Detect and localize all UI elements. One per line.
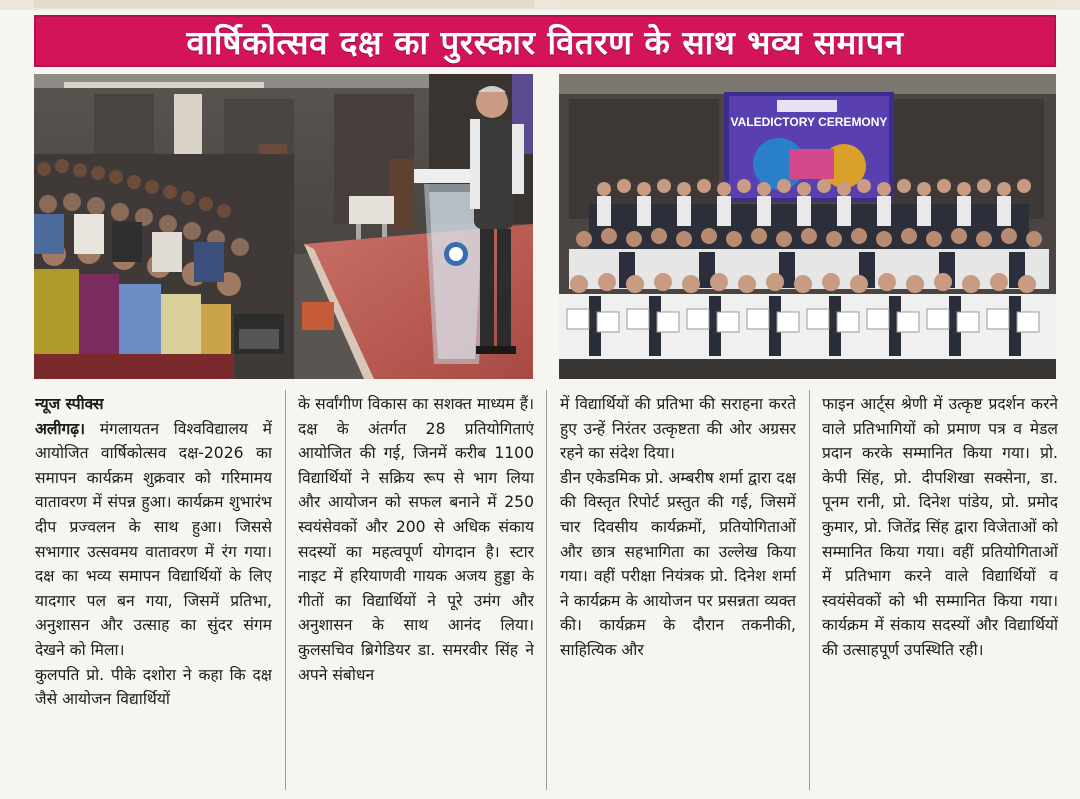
article-paragraph: में विद्यार्थियों की प्रतिभा की सराहना करते हुए उन्हें निरंतर उत्कृष्टता की ओर अग्रसर रहने का संदेश दिया।	[560, 395, 796, 463]
column-rule	[285, 390, 286, 790]
top-strip	[0, 0, 1080, 10]
article-column-4	[822, 392, 1058, 792]
previous-article-remnant-left	[34, 0, 534, 8]
banner-text: VALEDICTORY CEREMONY	[730, 115, 888, 129]
dateline: अलीगढ़।	[35, 419, 85, 438]
article-paragraph: फाइन आर्ट्स श्रेणी में उत्कृष्ट प्रदर्शन करने वाले प्रतिभागियों को प्रमाण पत्र व मेडल प्रदान करके सम्मानित किया गया। प्रो. केपी सिंह, प्रो. दीपशिखा सक्सेना, डा. पूनम रानी, प्रो. दिनेश पांडेय, प्रो. प्रमोद कुमार, प्रो. जितेंद्र सिंह द्वारा विजेताओं को सम्मानित किया गया। वहीं प्रतियोगिताओं में प्रतिभाग करने वाले विद्यार्थियों व स्वयंसेवकों को भी सम्मानित किया गया। कार्यक्रम में संकाय सदस्यों और विद्यार्थियों की उत्साहपूर्ण उपस्थिति रही।	[822, 395, 1058, 659]
photo-valedictory-group	[559, 74, 1056, 379]
previous-article-remnant-right	[560, 0, 1056, 8]
article-paragraph: के सर्वांगीण विकास का सशक्त माध्यम हैं। दक्ष के अंतर्गत 28 प्रतियोगिताएं आयोजित की गई, जिनमें करीब 1100 विद्यार्थियों ने सक्रिय रूप से भाग लिया और आयोजन को सफल बनाने में 250 स्वयंसेवकों और 200 से अधिक संकाय सदस्यों का महत्वपूर्ण योगदान है। स्टार नाइट में हरियाणवी गायक अजय हुड्डा के गीतों का विद्यार्थियों ने पूरे उमंग और अनुशासन के साथ आनंद लिया। कुलसचिव ब्रिगेडियर डा. समरवीर सिंह ने अपने संबोधन	[298, 395, 534, 684]
byline: न्यूज स्पीक्स	[35, 395, 104, 413]
article-paragraph: कुलपति प्रो. पीके दशोरा ने कहा कि दक्ष जैसे आयोजन विद्यार्थियों	[35, 665, 272, 709]
column-rule	[809, 390, 810, 790]
article-column-3	[560, 392, 796, 792]
headline: वार्षिकोत्सव दक्ष का पुरस्कार वितरण के साथ भव्य समापन	[186, 22, 904, 62]
article-text: मंगलायतन विश्वविद्यालय में आयोजित वार्षिकोत्सव दक्ष-2026 का समापन कार्यक्रम शुक्रवार को गरिमामय वातावरण में संपन्न हुआ। कार्यक्रम शुभारंभ दीप प्रज्वलन के साथ हुआ। जिससे सभागार उत्सवमय वातावरण में रंग गया। दक्ष का भव्य समापन विद्यार्थियों के लिए यादगार पल बन गया, जिसमें प्रतिभा, अनुशासन और उत्साह का सुंदर संगम देखने को मिला।	[35, 419, 272, 659]
article-column-2	[298, 392, 534, 792]
article-paragraph	[35, 417, 272, 663]
article-paragraph: डीन एकेडमिक प्रो. अम्बरीष शर्मा द्वारा दक्ष की विस्तृत रिपोर्ट प्रस्तुत की गई, जिसमें चार दिवसीय कार्यक्रमों, प्रतियोगिताओं और छात्र सहभागिता का उल्लेख किया गया। वहीं परीक्षा नियंत्रक प्रो. दिनेश शर्मा ने कार्यक्रम के आयोजन पर प्रसन्नता व्यक्त की। कार्यक्रम के दौरान तकनीकी, साहित्यिक और	[560, 468, 796, 659]
headline-banner	[34, 15, 1056, 67]
article-column-1	[35, 392, 272, 792]
photo-speaker-at-podium	[34, 74, 533, 379]
column-rule	[546, 390, 547, 790]
